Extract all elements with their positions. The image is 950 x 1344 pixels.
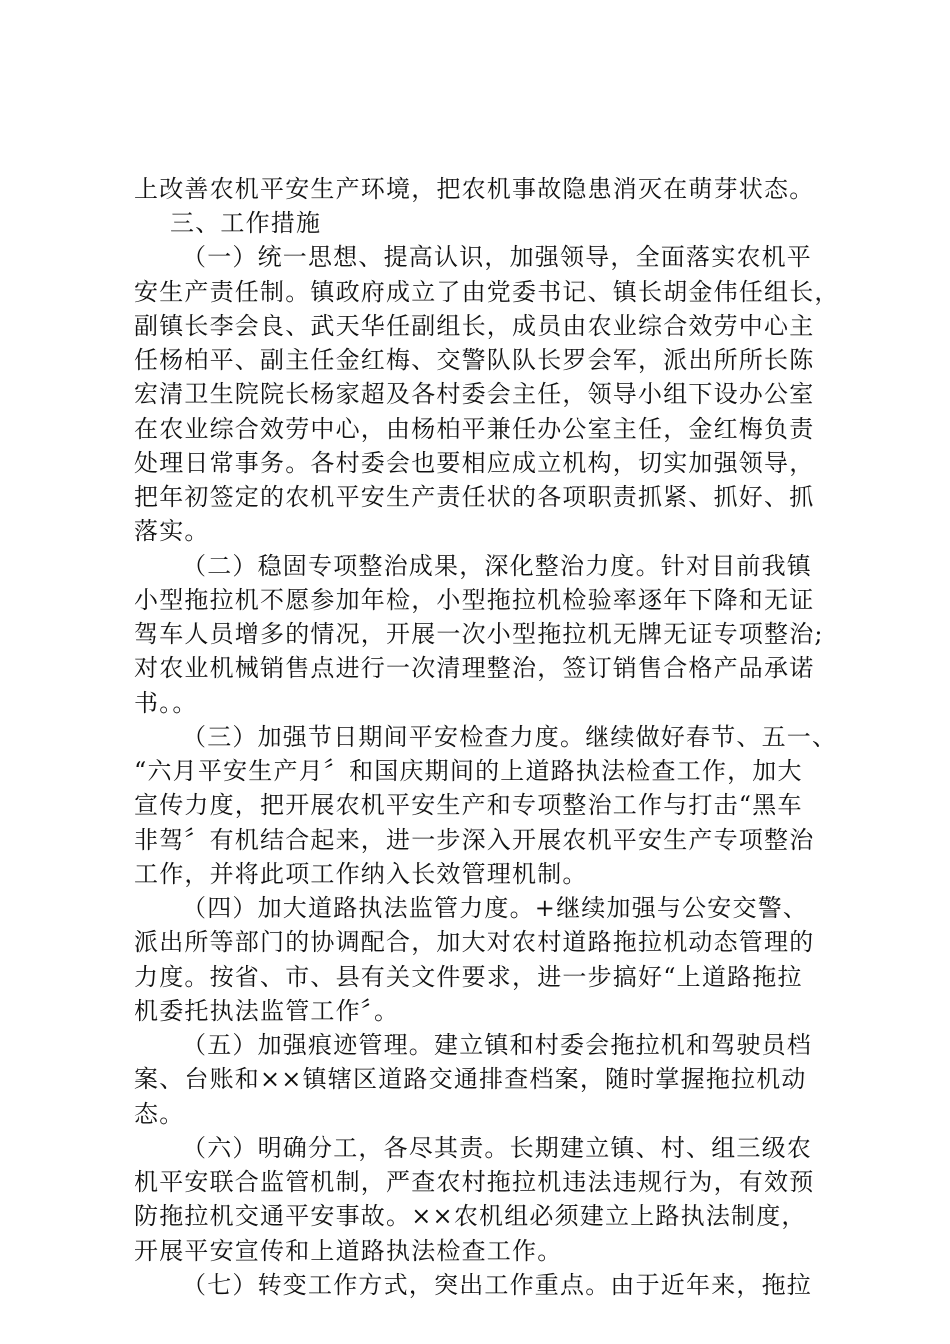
text-line: 对农业机械销售点进行一次清理整治，签订销售合格产品承诺 xyxy=(134,654,815,682)
paragraph-start: （七）转变工作方式，突出工作重点。由于近年来，拖拉 xyxy=(182,1271,812,1299)
paragraph-start: （三）加强节日期间平安检查力度。继续做好春节、五一、 xyxy=(182,723,838,751)
paragraph-start: （四）加大道路执法监管力度。+继续加强与公安交警、 xyxy=(182,894,809,922)
paragraph-start: （六）明确分工，各尽其责。长期建立镇、村、组三级农 xyxy=(182,1134,812,1162)
text-line: 上改善农机平安生产环境，把农机事故隐患消灭在萌芽状态。 xyxy=(134,175,815,203)
text-line: 把年初签定的农机平安生产责任状的各项职责抓紧、抓好、抓 xyxy=(134,483,815,511)
paragraph-start: （五）加强痕迹管理。建立镇和村委会拖拉机和驾驶员档 xyxy=(182,1031,812,1059)
text-line: 宣传力度，把开展农机平安生产和专项整治工作与打击“黑车 xyxy=(134,791,803,819)
text-line: 案、台账和××镇辖区道路交通排查档案，随时掌握拖拉机动 xyxy=(134,1065,807,1093)
paragraph-start: （二）稳固专项整治成果，深化整治力度。针对目前我镇 xyxy=(182,552,812,580)
text-line: 派出所等部门的协调配合，加大对农村道路拖拉机动态管理的 xyxy=(134,928,815,956)
text-line: 在农业综合效劳中心，由杨柏平兼任办公室主任，金红梅负责 xyxy=(134,415,815,443)
text-line: 开展平安宣传和上道路执法检查工作。 xyxy=(134,1237,563,1265)
text-line: 机平安联合监管机制，严查农村拖拉机违法违规行为，有效预 xyxy=(134,1168,815,1196)
section-heading: 三、工作措施 xyxy=(170,209,322,237)
text-line: “六月平安生产月〞和国庆期间的上道路执法检查工作，加大 xyxy=(134,757,803,785)
text-line: 工作，并将此项工作纳入长效管理机制。 xyxy=(134,860,588,888)
text-line: 副镇长李会良、武天华任副组长，成员由农业综合效劳中心主 xyxy=(134,312,815,340)
paragraph-start: （一）统一思想、提高认识，加强领导，全面落实农机平 xyxy=(182,243,812,271)
text-line: 小型拖拉机不愿参加年检，小型拖拉机检验率逐年下降和无证 xyxy=(134,586,815,614)
text-line: 机委托执法监管工作〞。 xyxy=(134,997,400,1025)
text-line: 处理日常事务。各村委会也要相应成立机构，切实加强领导， xyxy=(134,449,815,477)
text-line: 防拖拉机交通平安事故。××农机组必须建立上路执法制度， xyxy=(134,1202,807,1230)
text-line: 书。。 xyxy=(134,689,198,717)
text-line: 安生产责任制。镇政府成立了由党委书记、镇长胡金伟任组长， xyxy=(134,278,840,306)
text-line: 宏清卫生院院长杨家超及各村委会主任，领导小组下设办公室 xyxy=(134,380,815,408)
text-line: 驾车人员增多的情况，开展一次小型拖拉机无牌无证专项整治; xyxy=(134,620,824,648)
text-line: 力度。按省、市、县有关文件要求，进一步搞好“上道路拖拉 xyxy=(134,963,803,991)
text-line: 态。 xyxy=(134,1100,185,1128)
text-line: 任杨柏平、副主任金红梅、交警队队长罗会军，派出所所长陈 xyxy=(134,346,815,374)
text-line: 落实。 xyxy=(134,517,210,545)
text-line: 非驾〞有机结合起来，进一步深入开展农机平安生产专项整治 xyxy=(134,826,815,854)
